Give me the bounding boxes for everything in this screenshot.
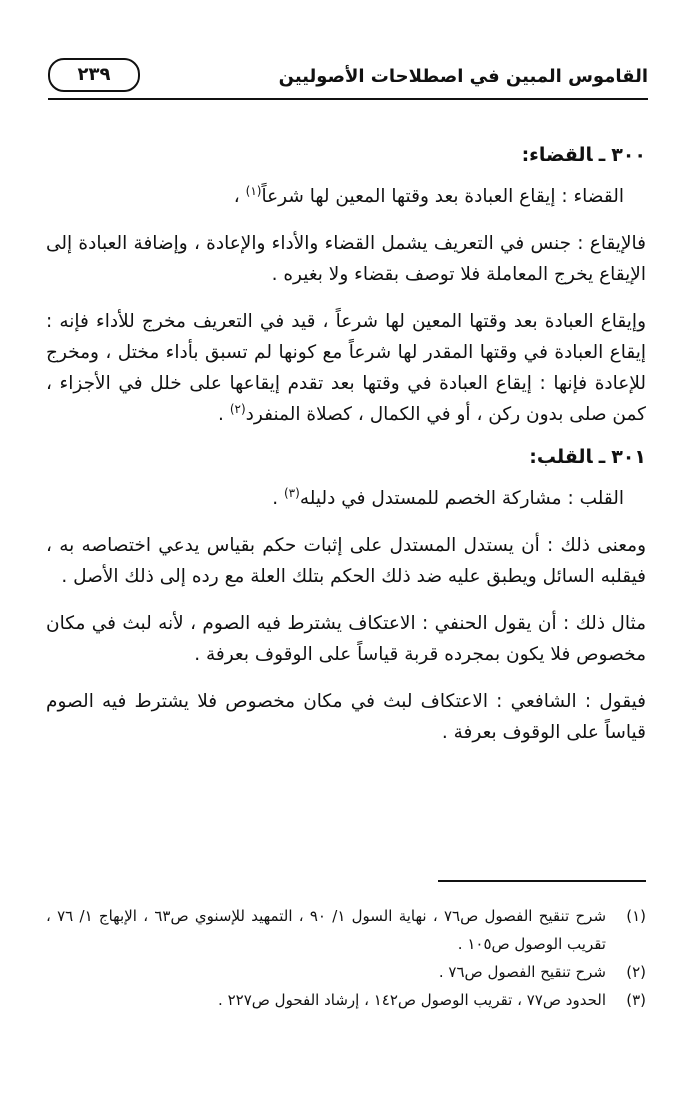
paragraph-punct: . xyxy=(218,404,224,425)
footnote xyxy=(46,986,646,1014)
paragraph-punct: ، xyxy=(233,186,240,207)
footnote-ref: (٣) xyxy=(283,485,300,500)
footnote-separator xyxy=(438,880,646,882)
footnote-number: (١) xyxy=(626,907,646,925)
footnote-text: شرح تنقيح الفصول ص٧٦ ، نهاية السول ١/ ٩٠ ، التمهيد للإسنوي ص٦٣ ، الإبهاج ١/ ٧٦ ، تقريب الوصول ص١٠٥ . xyxy=(46,907,607,953)
footnotes xyxy=(46,902,646,1014)
explanation-paragraph: فالإيقاع : جنس في التعريف يشمل القضاء والأداء والإعادة ، وإضافة العبادة إلى الإيقاع يخرج المعاملة فلا توصف بقضاء ولا بغيره . xyxy=(46,233,646,285)
footnote-text: الحدود ص٧٧ ، تقريب الوصول ص١٤٢ ، إرشاد الفحول ص٢٢٧ . xyxy=(218,991,606,1009)
example-paragraph: فيقول : الشافعي : الاعتكاف لبث في مكان مخصوص فلا يشترط فيه الصوم قياساً على الوقوف بعرفة . xyxy=(46,691,646,743)
entry-heading-300: ٣٠٠ـالقضاء: xyxy=(521,144,646,166)
page-body xyxy=(46,140,646,748)
entry-number: ٣٠٠ xyxy=(611,144,646,166)
explanation-paragraph: ومعنى ذلك : أن يستدل المستدل على إثبات حكم بقياس يدعي اختصاصه به ، فيقلبه السائل ويطبق عليه ضد ذلك الحكم بتلك العلة مع رده إلى ذلك الأصل . xyxy=(46,535,646,587)
definition-paragraph xyxy=(46,181,646,212)
paragraph-text: وإيقاع العبادة بعد وقتها المعين لها شرعاً ، قيد في التعريف مخرج للأداء فإنه : إيقاع العبادة في وقتها المقدر لها شرعاً مع كونها لم تسبق بأداء مختل ، ومخرج للإعادة فإنها : إيقاع العبادة في وقتها بعد تقدم إيقاعها على خلل في الأجزاء ، كمن صلى بدون ركن ، أو في الكمال ، كصلاة المنفرد xyxy=(46,311,646,425)
paragraph-punct: . xyxy=(272,488,279,509)
definition-paragraph xyxy=(46,483,646,514)
entry-number: ٣٠١ xyxy=(611,446,646,468)
explanation-paragraph xyxy=(46,306,646,430)
running-title: القاموس المبين في اصطلاحات الأصوليين xyxy=(278,66,648,87)
paragraph-text: القلب : مشاركة الخصم للمستدل في دليله xyxy=(299,488,624,509)
page-number: ٢٣٩ xyxy=(48,58,140,92)
entry-title: القضاء: xyxy=(521,144,593,166)
footnote-ref: (٢) xyxy=(229,401,246,416)
footnote-number: (٣) xyxy=(626,991,646,1009)
page-header xyxy=(48,58,648,102)
entry-title: القلب: xyxy=(529,446,593,468)
footnote xyxy=(46,958,646,986)
footnote-number: (٢) xyxy=(626,963,646,981)
footnote-ref: (١) xyxy=(245,183,262,198)
footnote xyxy=(46,902,646,958)
header-rule xyxy=(48,98,648,100)
entry-heading-301: ٣٠١ـالقلب: xyxy=(529,446,646,468)
example-paragraph: مثال ذلك : أن يقول الحنفي : الاعتكاف يشترط فيه الصوم ، لأنه لبث في مكان مخصوص فلا يكون بمجرده قربة قياساً على الوقوف بعرفة . xyxy=(46,613,646,665)
paragraph-text: القضاء : إيقاع العبادة بعد وقتها المعين لها شرعاً xyxy=(261,186,624,207)
footnote-text: شرح تنقيح الفصول ص٧٦ . xyxy=(438,963,606,981)
